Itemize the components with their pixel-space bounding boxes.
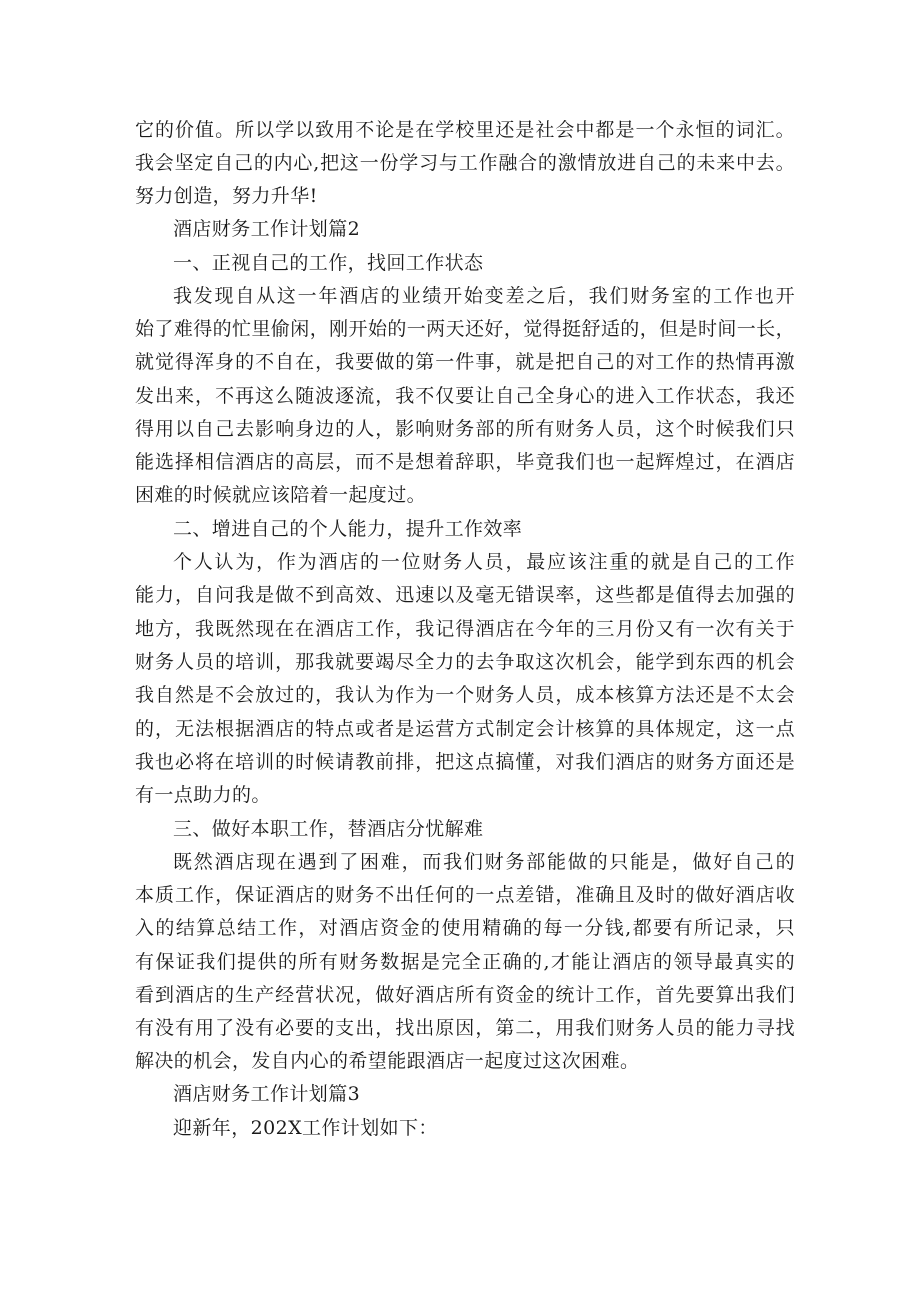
- paragraph-line: 个人认为，作为酒店的一位财务人员，最应该注重的就是自己的工作: [173, 551, 795, 573]
- paragraph-line: 入的结算总结工作，对酒店资金的使用精确的每一分钱,都要有所记录，只: [135, 917, 795, 939]
- section-heading: 酒店财务工作计划篇3: [173, 1083, 361, 1105]
- paragraph-line: 本质工作，保证酒店的财务不出任何的一点差错，准确且及时的做好酒店收: [135, 884, 795, 906]
- paragraph-line: 迎新年，202X工作计划如下：: [173, 1117, 438, 1139]
- paragraph-line: 看到酒店的生产经营状况，做好酒店所有资金的统计工作，首先要算出我们: [135, 984, 795, 1006]
- paragraph-line: 努力创造，努力升华!: [135, 185, 318, 207]
- section-heading: 一、正视自己的工作，找回工作状态: [173, 252, 484, 274]
- paragraph-line: 得用以自己去影响身边的人，影响财务部的所有财务人员，这个时候我们只: [135, 418, 795, 440]
- paragraph-line: 我自然是不会放过的，我认为作为一个财务人员，成本核算方法还是不太会: [135, 684, 795, 706]
- section-heading: 二、增进自己的个人能力，提升工作效率: [173, 518, 523, 540]
- paragraph-line: 我也必将在培训的时候请教前排，把这点搞懂，对我们酒店的财务方面还是: [135, 751, 795, 773]
- paragraph-line: 能力，自问我是做不到高效、迅速以及毫无错误率，这些都是值得去加强的: [135, 584, 795, 606]
- section-heading: 三、做好本职工作，替酒店分忧解难: [173, 818, 484, 840]
- section-heading: 酒店财务工作计划篇2: [173, 218, 361, 240]
- paragraph-line: 始了难得的忙里偷闲，刚开始的一两天还好，觉得挺舒适的，但是时间一长，: [135, 318, 795, 340]
- paragraph-line: 困难的时候就应该陪着一起度过。: [135, 484, 427, 506]
- paragraph-line: 就觉得浑身的不自在，我要做的第一件事，就是把自己的对工作的热情再激: [135, 351, 795, 373]
- paragraph-line: 它的价值。所以学以致用不论是在学校里还是社会中都是一个永恒的词汇。: [135, 119, 795, 141]
- paragraph-line: 我发现自从这一年酒店的业绩开始变差之后，我们财务室的工作也开: [173, 285, 795, 307]
- paragraph-line: 既然酒店现在遇到了困难，而我们财务部能做的只能是，做好自己的: [173, 851, 795, 873]
- paragraph-line: 地方，我既然现在在酒店工作，我记得酒店在今年的三月份又有一次有关于: [135, 618, 795, 640]
- paragraph-line: 有保证我们提供的所有财务数据是完全正确的,才能让酒店的领导最真实的: [135, 951, 795, 973]
- paragraph-line: 能选择相信酒店的高层，而不是想着辞职，毕竟我们也一起辉煌过，在酒店: [135, 451, 795, 473]
- paragraph-line: 解决的机会，发自内心的希望能跟酒店一起度过这次困难。: [135, 1050, 640, 1072]
- paragraph-line: 发出来，不再这么随波逐流，我不仅要让自己全身心的进入工作状态，我还: [135, 385, 795, 407]
- paragraph-line: 财务人员的培训，那我就要竭尽全力的去争取这次机会，能学到东西的机会: [135, 651, 795, 673]
- paragraph-line: 有没有用了没有必要的支出，找出原因，第二，用我们财务人员的能力寻找: [135, 1017, 795, 1039]
- paragraph-line: 的，无法根据酒店的特点或者是运营方式制定会计核算的具体规定，这一点: [135, 718, 795, 740]
- paragraph-line: 有一点助力的。: [135, 784, 271, 806]
- paragraph-line: 我会坚定自己的内心,把这一份学习与工作融合的激情放进自己的未来中去。: [135, 152, 795, 174]
